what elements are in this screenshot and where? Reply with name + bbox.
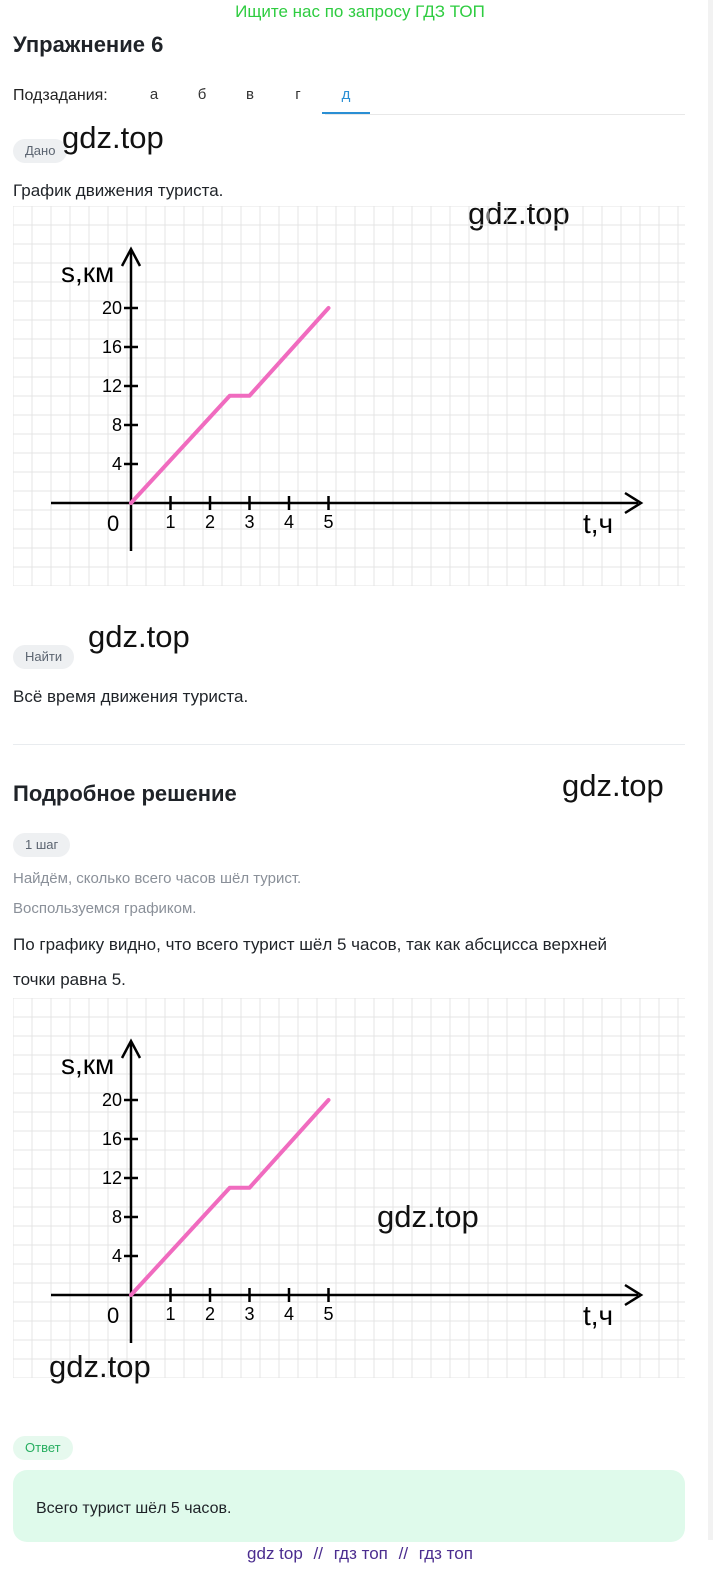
y-axis-label: s,км (61, 1049, 115, 1080)
watermark: gdz.top (468, 196, 570, 231)
solution-hint-1: Найдём, сколько всего часов шёл турист. (13, 870, 302, 887)
watermark: gdz.top (377, 1199, 479, 1234)
tabs-divider (325, 114, 685, 115)
scrollbar[interactable] (708, 0, 713, 1540)
x-axis-label: t,ч (583, 1300, 614, 1331)
find-text: Всё время движения туриста. (13, 687, 249, 706)
y-tick-label: 20 (101, 1090, 122, 1110)
step-badge: 1 шаг (13, 833, 70, 857)
x-axis-label: t,ч (583, 508, 614, 539)
find-badge: Найти (13, 645, 74, 669)
exercise-title: Упражнение 6 (13, 32, 164, 57)
x-tick-label: 1 (165, 1304, 176, 1324)
y-tick-label: 12 (101, 376, 122, 396)
tab-subtask-a[interactable]: а (149, 86, 159, 103)
y-tick-label: 12 (101, 1168, 122, 1188)
motion-graph-given (13, 206, 685, 586)
tab-subtask-d[interactable]: д (322, 78, 370, 114)
given-text: График движения туриста. (13, 181, 224, 200)
watermark: gdz.top (562, 768, 664, 803)
subtasks-label: Подзадания: (13, 87, 108, 104)
motion-graph-solution (13, 998, 685, 1378)
y-tick-label: 4 (111, 454, 122, 474)
x-tick-label: 5 (323, 512, 334, 532)
y-tick-label: 20 (101, 298, 122, 318)
solution-line-2: точки равна 5. (13, 970, 126, 989)
answer-text: Всего турист шёл 5 часов. (36, 1500, 232, 1517)
origin-label: 0 (107, 1303, 120, 1328)
x-tick-label: 3 (244, 1304, 255, 1324)
footer-link-gdz-top-ru[interactable]: гдз топ (333, 1544, 388, 1563)
y-tick-label: 16 (101, 1129, 122, 1149)
x-tick-label: 2 (204, 512, 216, 532)
distance-time-line (131, 308, 329, 503)
subtasks-tabs (130, 78, 370, 114)
x-tick-label: 3 (244, 512, 255, 532)
x-tick-label: 4 (283, 512, 295, 532)
watermark: gdz.top (88, 619, 190, 654)
footer-separator: // (313, 1544, 323, 1563)
x-tick-label: 5 (323, 1304, 334, 1324)
answer-badge: Ответ (13, 1436, 73, 1460)
footer-link-gdz-top[interactable]: gdz top (247, 1544, 303, 1563)
origin-label: 0 (107, 511, 120, 536)
footer-links (0, 1544, 720, 1564)
section-divider (13, 744, 685, 745)
footer-separator: // (398, 1544, 409, 1563)
watermark: gdz.top (62, 120, 164, 155)
given-badge: Дано (13, 139, 67, 163)
tab-subtask-v[interactable]: в (246, 86, 254, 103)
x-tick-label: 2 (204, 1304, 216, 1324)
y-tick-label: 8 (111, 415, 122, 435)
tab-subtask-g[interactable]: г (295, 86, 301, 103)
solution-line-1: По графику видно, что всего турист шёл 5 часов, так как абсцисса верхней (13, 935, 608, 954)
y-tick-label: 4 (111, 1246, 122, 1266)
solution-title: Подробное решение (13, 781, 237, 806)
search-banner: Ищите нас по запросу ГДЗ ТОП (235, 2, 485, 21)
x-tick-label: 4 (283, 1304, 295, 1324)
footer-link-gdz-top-ru-2[interactable]: гдз топ (418, 1544, 473, 1563)
tab-subtask-b[interactable]: б (197, 86, 207, 103)
distance-time-line (131, 1100, 329, 1295)
solution-hint-2: Воспользуемся графиком. (13, 900, 197, 917)
y-tick-label: 16 (101, 337, 122, 357)
y-axis-label: s,км (61, 257, 115, 288)
y-tick-label: 8 (111, 1207, 122, 1227)
watermark: gdz.top (49, 1349, 151, 1384)
x-tick-label: 1 (165, 512, 176, 532)
